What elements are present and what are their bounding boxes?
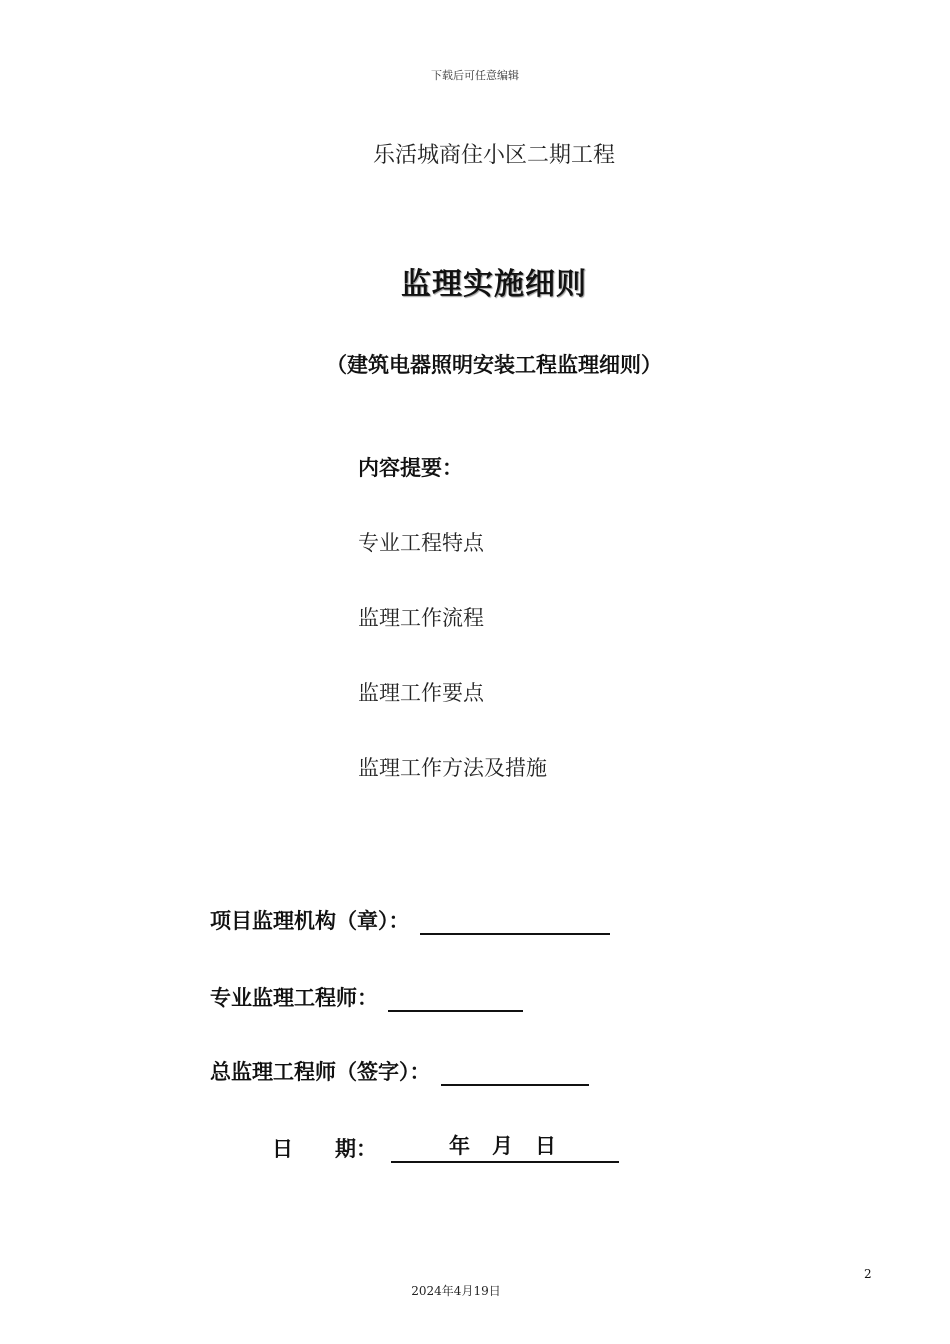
toc-heading: 内容提要： <box>358 456 463 480</box>
toc-item: 监理工作流程 <box>358 606 484 630</box>
specialty-engineer-blank[interactable] <box>388 986 523 1012</box>
specialty-engineer-field <box>210 982 523 1012</box>
specialty-engineer-label: 专业监理工程师： <box>210 986 378 1010</box>
toc-item: 监理工作方法及措施 <box>358 756 547 780</box>
document-title: 监理实施细则 <box>401 267 587 302</box>
chief-engineer-label: 总监理工程师（签字）： <box>210 1060 431 1084</box>
header-note: 下载后可任意编辑 <box>431 69 519 82</box>
toc-item: 专业工程特点 <box>358 531 484 555</box>
project-name: 乐活城商住小区二期工程 <box>372 143 615 168</box>
chief-engineer-blank[interactable] <box>441 1060 589 1086</box>
page-number: 2 <box>864 1267 872 1281</box>
date-label: 日 期： <box>272 1137 377 1161</box>
toc-item: 监理工作要点 <box>358 681 484 705</box>
date-blank[interactable] <box>391 1130 619 1163</box>
chief-engineer-field <box>210 1056 589 1086</box>
date-day: 日 <box>535 1134 556 1158</box>
date-month: 月 <box>492 1134 513 1158</box>
date-year: 年 <box>449 1134 470 1158</box>
document-subtitle: （建筑电器照明安装工程监理细则） <box>326 353 662 377</box>
supervision-org-blank[interactable] <box>420 909 610 935</box>
footer-date: 2024年4月19日 <box>411 1284 501 1298</box>
supervision-org-label: 项目监理机构（章）： <box>210 909 410 933</box>
date-field <box>272 1130 619 1163</box>
supervision-org-field <box>210 905 610 935</box>
